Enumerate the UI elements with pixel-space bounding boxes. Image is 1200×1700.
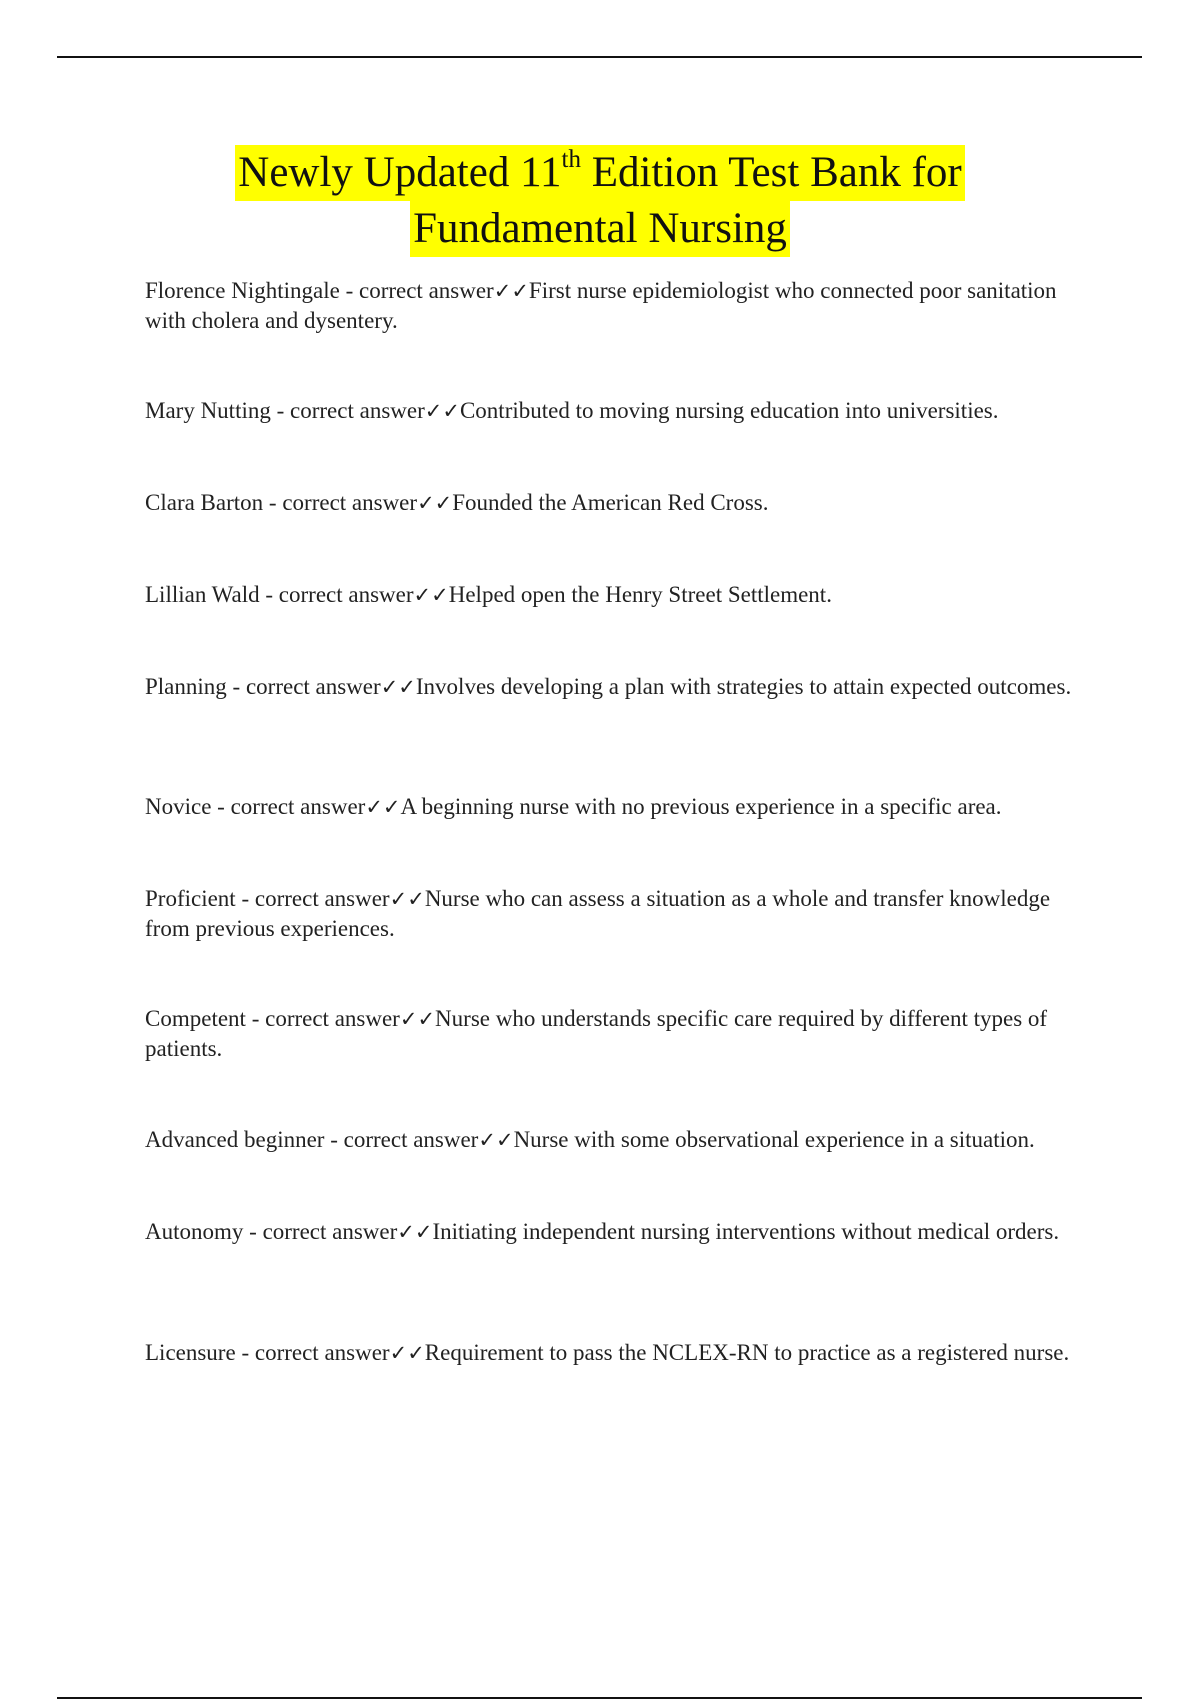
entry-definition: Helped open the Henry Street Settlement.: [448, 582, 832, 607]
entry-separator: -: [235, 886, 255, 911]
check-marks-icon: ✓✓: [389, 887, 425, 911]
entry-answer-label: correct answer: [254, 1340, 390, 1365]
check-marks-icon: ✓✓: [380, 675, 416, 699]
entry-separator: -: [263, 490, 283, 515]
title-text-part-1: Newly Updated 11: [238, 149, 562, 196]
check-marks-icon: ✓✓: [493, 279, 529, 303]
entry-term: Proficient: [145, 886, 236, 911]
entry-separator: -: [211, 794, 231, 819]
entry-definition: Nurse who can assess a situation as a whole and transfer knowledge from previous experiences.: [145, 886, 1051, 941]
entry-separator: -: [226, 674, 246, 699]
entry-definition: Requirement to pass the NCLEX-RN to practice as a registered nurse.: [424, 1340, 1070, 1365]
entry: [145, 488, 1095, 518]
entry: [145, 580, 1095, 610]
entry-term: Lillian Wald: [145, 582, 260, 607]
entry-separator: -: [245, 1006, 266, 1031]
entry-term: Competent: [145, 1006, 246, 1031]
entry: [145, 1217, 1095, 1247]
entry-definition: Contributed to moving nursing education into universities.: [459, 398, 999, 423]
title-line-1: [235, 145, 964, 201]
check-marks-icon: ✓✓: [478, 1128, 514, 1152]
check-marks-icon: ✓✓: [413, 583, 449, 607]
entry-answer-label: correct answer: [290, 398, 425, 423]
entry-answer-label: correct answer: [230, 794, 366, 819]
entry-separator: -: [270, 398, 291, 423]
entry-separator: -: [259, 582, 279, 607]
title-text-line-2: Fundamental Nursing: [413, 205, 787, 252]
top-rule: [57, 56, 1142, 58]
entry: [145, 276, 1095, 335]
entry-term: Autonomy: [145, 1219, 244, 1244]
entry-answer-label: correct answer: [282, 490, 418, 515]
entry-term: Mary Nutting: [145, 398, 271, 423]
entry: [145, 1125, 1095, 1155]
entry-separator: -: [243, 1219, 263, 1244]
entry-term: Planning: [145, 674, 227, 699]
entry: [145, 1338, 1095, 1368]
title-line-2: [410, 201, 790, 257]
entry: [145, 884, 1095, 943]
entry: [145, 672, 1095, 702]
check-marks-icon: ✓✓: [365, 795, 401, 819]
entry-separator: -: [324, 1127, 344, 1152]
entry-answer-label: correct answer: [245, 674, 381, 699]
entry-answer-label: correct answer: [358, 278, 494, 303]
entry-answer-label: correct answer: [278, 582, 414, 607]
document-title: [0, 145, 1200, 257]
check-marks-icon: ✓✓: [424, 399, 460, 423]
entry-definition: Initiating independent nursing interventions without medical orders.: [432, 1219, 1060, 1244]
check-marks-icon: ✓✓: [417, 491, 453, 515]
title-superscript: th: [561, 145, 581, 173]
entry-answer-label: correct answer: [265, 1006, 400, 1031]
check-marks-icon: ✓✓: [389, 1341, 425, 1365]
entry-definition: First nurse epidemiologist who connected poor sanitation with cholera and dysentery.: [145, 278, 1057, 333]
entry-term: Advanced beginner: [145, 1127, 325, 1152]
entry-separator: -: [339, 278, 359, 303]
check-marks-icon: ✓✓: [399, 1007, 436, 1031]
entry-term: Novice: [145, 794, 212, 819]
entry-definition: A beginning nurse with no previous experience in a specific area.: [400, 794, 1002, 819]
entry-separator: -: [235, 1340, 255, 1365]
entry-term: Clara Barton: [145, 490, 264, 515]
entry-definition: Involves developing a plan with strategies to attain expected outcomes.: [415, 674, 1072, 699]
entry: [145, 792, 1095, 822]
entry-definition: Nurse who understands specific care required by different types of patients.: [145, 1006, 1048, 1061]
entry-definition: Founded the American Red Cross.: [452, 490, 769, 515]
entry-answer-label: correct answer: [343, 1127, 479, 1152]
entry-answer-label: correct answer: [254, 886, 390, 911]
bottom-rule: [57, 1697, 1142, 1699]
check-marks-icon: ✓✓: [397, 1220, 433, 1244]
entry-term: Licensure: [145, 1340, 236, 1365]
title-text-part-2: Edition Test Bank for: [580, 149, 962, 196]
entry: [145, 396, 1095, 426]
entry-answer-label: correct answer: [262, 1219, 398, 1244]
entry-definition: Nurse with some observational experience in a situation.: [513, 1127, 1035, 1152]
entry: [145, 1004, 1095, 1063]
entry-term: Florence Nightingale: [145, 278, 340, 303]
